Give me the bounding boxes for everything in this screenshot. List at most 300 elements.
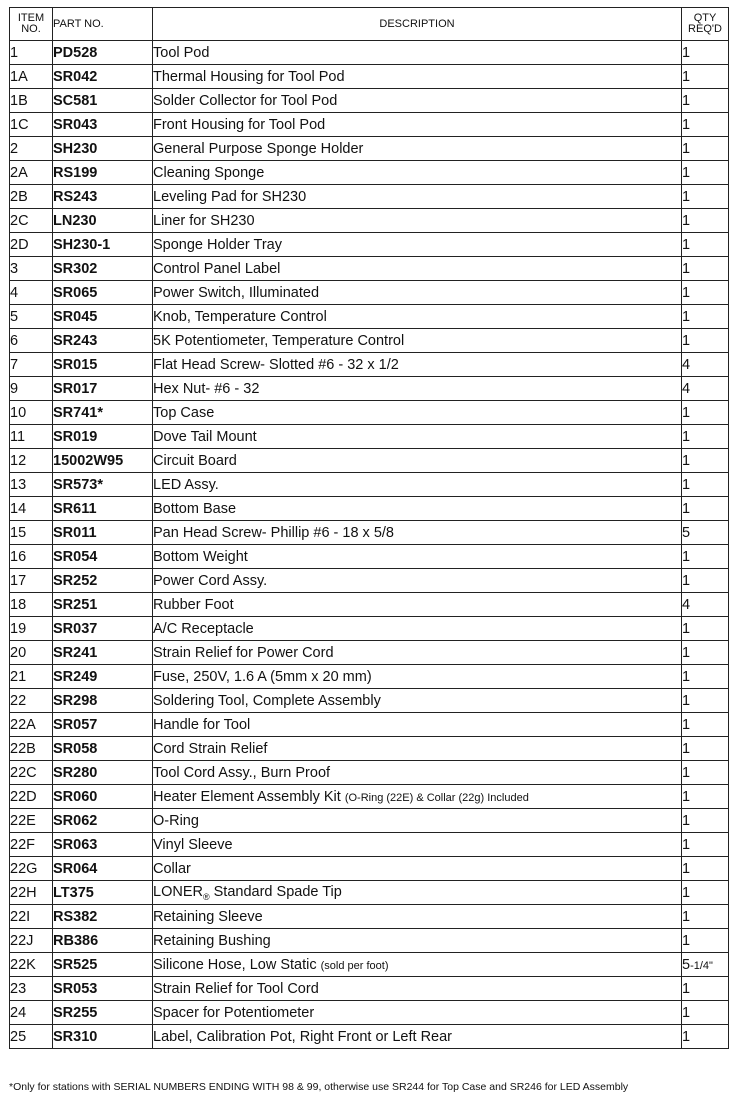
table-row: [10, 641, 729, 665]
qty-cell: [682, 305, 729, 329]
description-text: Spacer for Potentiometer: [153, 1004, 315, 1021]
table-row: [10, 449, 729, 473]
qty-value: 1: [682, 548, 691, 565]
description-cell: [153, 113, 682, 137]
item-no-cell: 18: [10, 593, 53, 617]
qty-cell: [682, 977, 729, 1001]
description-cell: [153, 737, 682, 761]
description-text: O-Ring: [153, 812, 199, 829]
qty-cell: [682, 89, 729, 113]
description-cell: [153, 305, 682, 329]
header-item-line1: ITEM: [17, 12, 45, 24]
qty-cell: [682, 113, 729, 137]
qty-value: 1: [682, 428, 691, 445]
table-row: [10, 881, 729, 905]
footnote: *Only for stations with SERIAL NUMBERS ENDING WITH 98 & 99, otherwise use SR244 for Top Case and SR246 for LED Assembly: [9, 1081, 629, 1093]
table-body: [10, 41, 729, 1049]
qty-cell: [682, 593, 729, 617]
description-text: General Purpose Sponge Holder: [153, 140, 364, 157]
table-header: [10, 8, 729, 41]
qty-cell: [682, 1025, 729, 1049]
part-no-cell: SR255: [53, 1001, 153, 1025]
qty-cell: [682, 809, 729, 833]
qty-cell: [682, 761, 729, 785]
item-no-cell: 6: [10, 329, 53, 353]
item-no-cell: 14: [10, 497, 53, 521]
description-cell: [153, 905, 682, 929]
qty-value: 1: [682, 740, 691, 757]
table-row: [10, 161, 729, 185]
table-row: [10, 569, 729, 593]
part-no-cell: SR045: [53, 305, 153, 329]
table-row: [10, 353, 729, 377]
description-text: LONER: [153, 883, 203, 900]
description-text: Bottom Base: [153, 500, 237, 517]
description-text: 5K Potentiometer, Temperature Control: [153, 332, 405, 349]
qty-value: 1: [682, 572, 691, 589]
part-no-cell: SH230-1: [53, 233, 153, 257]
part-no-cell: RS243: [53, 185, 153, 209]
qty-note: -1/4": [690, 959, 713, 972]
description-text: Cleaning Sponge: [153, 164, 265, 181]
part-no-cell: LN230: [53, 209, 153, 233]
description-text-after: Standard Spade Tip: [209, 883, 342, 900]
description-cell: [153, 353, 682, 377]
table-row: [10, 809, 729, 833]
qty-cell: [682, 569, 729, 593]
qty-value: 4: [682, 380, 691, 397]
description-cell: [153, 881, 682, 905]
part-no-cell: SR525: [53, 953, 153, 977]
table-row: [10, 233, 729, 257]
part-no-cell: SR298: [53, 689, 153, 713]
qty-value: 1: [682, 452, 691, 469]
part-no-cell: SR573*: [53, 473, 153, 497]
item-no-cell: 25: [10, 1025, 53, 1049]
description-cell: [153, 473, 682, 497]
description-text: Bottom Weight: [153, 548, 248, 565]
qty-value: 1: [682, 308, 691, 325]
qty-value: 1: [682, 620, 691, 637]
description-text: Front Housing for Tool Pod: [153, 116, 326, 133]
description-cell: [153, 857, 682, 881]
qty-value: 1: [682, 236, 691, 253]
header-qty-line1: QTY: [693, 12, 717, 24]
qty-cell: [682, 905, 729, 929]
qty-value: 1: [682, 932, 691, 949]
description-cell: [153, 41, 682, 65]
table-row: [10, 209, 729, 233]
part-no-cell: SR053: [53, 977, 153, 1001]
table-row: [10, 593, 729, 617]
description-text: Fuse, 250V, 1.6 A (5mm x 20 mm): [153, 668, 372, 685]
table-row: [10, 833, 729, 857]
item-no-cell: 17: [10, 569, 53, 593]
table-row: [10, 425, 729, 449]
qty-cell: [682, 665, 729, 689]
part-no-cell: SR741*: [53, 401, 153, 425]
description-text: Tool Cord Assy., Burn Proof: [153, 764, 331, 781]
qty-value: 1: [682, 44, 691, 61]
part-no-cell: SR252: [53, 569, 153, 593]
description-text: Power Cord Assy.: [153, 572, 268, 589]
description-cell: [153, 1001, 682, 1025]
header-qty-line2: REQ'D: [688, 23, 722, 35]
description-cell: [153, 761, 682, 785]
qty-cell: [682, 137, 729, 161]
header-item-line2: NO.: [21, 23, 41, 35]
table-row: [10, 377, 729, 401]
header-description: DESCRIPTION: [153, 8, 682, 41]
part-no-cell: SR015: [53, 353, 153, 377]
item-no-cell: 12: [10, 449, 53, 473]
qty-cell: [682, 737, 729, 761]
item-no-cell: 5: [10, 305, 53, 329]
part-no-cell: RS199: [53, 161, 153, 185]
qty-cell: [682, 713, 729, 737]
qty-cell: [682, 1001, 729, 1025]
description-text: Liner for SH230: [153, 212, 255, 229]
qty-value: 1: [682, 908, 691, 925]
item-no-cell: 22A: [10, 713, 53, 737]
item-no-cell: 1B: [10, 89, 53, 113]
part-no-cell: SR060: [53, 785, 153, 809]
table-row: [10, 41, 729, 65]
qty-value: 1: [682, 212, 691, 229]
description-cell: [153, 689, 682, 713]
qty-cell: [682, 329, 729, 353]
description-cell: [153, 89, 682, 113]
table-row: [10, 473, 729, 497]
item-no-cell: 22D: [10, 785, 53, 809]
description-cell: [153, 329, 682, 353]
item-no-cell: 20: [10, 641, 53, 665]
table-row: [10, 401, 729, 425]
qty-value: 1: [682, 716, 691, 733]
part-no-cell: SR062: [53, 809, 153, 833]
description-text: Thermal Housing for Tool Pod: [153, 68, 345, 85]
part-no-cell: SR017: [53, 377, 153, 401]
item-no-cell: 21: [10, 665, 53, 689]
table-row: [10, 977, 729, 1001]
item-no-cell: 2A: [10, 161, 53, 185]
description-cell: [153, 833, 682, 857]
table-row: [10, 713, 729, 737]
description-text: A/C Receptacle: [153, 620, 254, 637]
item-no-cell: 2B: [10, 185, 53, 209]
item-no-cell: 19: [10, 617, 53, 641]
description-cell: [153, 257, 682, 281]
registered-mark: ®: [202, 891, 210, 902]
description-text: Dove Tail Mount: [153, 428, 257, 445]
description-cell: [153, 425, 682, 449]
table-row: [10, 905, 729, 929]
table-row: [10, 497, 729, 521]
part-no-cell: SR251: [53, 593, 153, 617]
qty-value: 1: [682, 1004, 691, 1021]
part-no-cell: SR280: [53, 761, 153, 785]
item-no-cell: 11: [10, 425, 53, 449]
table-row: [10, 137, 729, 161]
description-cell: [153, 545, 682, 569]
description-text: Retaining Bushing: [153, 932, 271, 949]
description-text: Leveling Pad for SH230: [153, 188, 307, 205]
qty-cell: [682, 689, 729, 713]
qty-value: 1: [682, 188, 691, 205]
table-row: [10, 665, 729, 689]
item-no-cell: 22E: [10, 809, 53, 833]
item-no-cell: 3: [10, 257, 53, 281]
item-no-cell: 23: [10, 977, 53, 1001]
qty-cell: [682, 929, 729, 953]
description-cell: [153, 161, 682, 185]
qty-value: 1: [682, 140, 691, 157]
qty-value: 4: [682, 596, 691, 613]
qty-cell: [682, 497, 729, 521]
qty-value: 1: [682, 164, 691, 181]
qty-cell: [682, 377, 729, 401]
table-row: [10, 857, 729, 881]
description-cell: [153, 809, 682, 833]
part-no-cell: SR019: [53, 425, 153, 449]
qty-value: 1: [682, 332, 691, 349]
qty-cell: [682, 881, 729, 905]
qty-cell: [682, 617, 729, 641]
description-text: Silicone Hose, Low Static: [153, 956, 317, 973]
header-item-no: [10, 8, 53, 41]
table-row: [10, 185, 729, 209]
description-cell: [153, 65, 682, 89]
description-text: Tool Pod: [153, 44, 210, 61]
description-cell: [153, 785, 682, 809]
header-row: [10, 8, 729, 41]
part-no-cell: SR302: [53, 257, 153, 281]
part-no-cell: SR011: [53, 521, 153, 545]
qty-cell: [682, 401, 729, 425]
qty-value: 1: [682, 812, 691, 829]
description-cell: [153, 185, 682, 209]
part-no-cell: SR043: [53, 113, 153, 137]
part-no-cell: SR611: [53, 497, 153, 521]
item-no-cell: 22K: [10, 953, 53, 977]
description-note: (sold per foot): [320, 959, 389, 972]
description-cell: [153, 665, 682, 689]
item-no-cell: 15: [10, 521, 53, 545]
description-cell: [153, 497, 682, 521]
description-cell: [153, 593, 682, 617]
description-cell: [153, 233, 682, 257]
table-row: [10, 737, 729, 761]
item-no-cell: 22C: [10, 761, 53, 785]
table-row: [10, 689, 729, 713]
qty-value: 1: [682, 836, 691, 853]
qty-value: 1: [682, 644, 691, 661]
item-no-cell: 2D: [10, 233, 53, 257]
table-row: [10, 113, 729, 137]
qty-value: 1: [682, 1028, 691, 1045]
qty-cell: [682, 473, 729, 497]
description-text: Vinyl Sleeve: [153, 836, 233, 853]
table-row: [10, 953, 729, 977]
description-text: Cord Strain Relief: [153, 740, 268, 757]
qty-cell: [682, 41, 729, 65]
qty-value: 1: [682, 860, 691, 877]
table-row: [10, 761, 729, 785]
description-cell: [153, 641, 682, 665]
qty-cell: [682, 233, 729, 257]
item-no-cell: 2C: [10, 209, 53, 233]
description-text: Retaining Sleeve: [153, 908, 263, 925]
qty-value: 4: [682, 356, 691, 373]
description-text: Hex Nut- #6 - 32: [153, 380, 260, 397]
qty-value: 1: [682, 788, 691, 805]
part-no-cell: SR065: [53, 281, 153, 305]
part-no-cell: PD528: [53, 41, 153, 65]
description-text: Knob, Temperature Control: [153, 308, 327, 325]
part-no-cell: SR037: [53, 617, 153, 641]
part-no-cell: RB386: [53, 929, 153, 953]
item-no-cell: 22I: [10, 905, 53, 929]
table-row: [10, 929, 729, 953]
description-text: Strain Relief for Tool Cord: [153, 980, 319, 997]
description-cell: [153, 281, 682, 305]
qty-cell: [682, 281, 729, 305]
qty-cell: [682, 857, 729, 881]
item-no-cell: 22H: [10, 881, 53, 905]
description-cell: [153, 209, 682, 233]
part-no-cell: SR243: [53, 329, 153, 353]
qty-cell: [682, 185, 729, 209]
qty-cell: [682, 449, 729, 473]
description-text: Handle for Tool: [153, 716, 251, 733]
part-no-cell: SR249: [53, 665, 153, 689]
part-no-cell: SC581: [53, 89, 153, 113]
qty-cell: [682, 425, 729, 449]
description-cell: [153, 1025, 682, 1049]
description-text: Strain Relief for Power Cord: [153, 644, 334, 661]
description-cell: [153, 713, 682, 737]
description-text: Flat Head Screw- Slotted #6 - 32 x 1/2: [153, 356, 399, 373]
qty-cell: [682, 545, 729, 569]
table-row: [10, 257, 729, 281]
table-row: [10, 305, 729, 329]
qty-value: 1: [682, 260, 691, 277]
table-row: [10, 521, 729, 545]
qty-value: 1: [682, 284, 691, 301]
part-no-cell: 15002W95: [53, 449, 153, 473]
item-no-cell: 22: [10, 689, 53, 713]
item-no-cell: 10: [10, 401, 53, 425]
item-no-cell: 24: [10, 1001, 53, 1025]
description-cell: [153, 401, 682, 425]
item-no-cell: 22B: [10, 737, 53, 761]
table-row: [10, 89, 729, 113]
parts-list-table: [9, 7, 729, 1049]
description-cell: [153, 449, 682, 473]
part-no-cell: SR310: [53, 1025, 153, 1049]
qty-value: 1: [682, 68, 691, 85]
description-cell: [153, 521, 682, 545]
qty-cell: [682, 641, 729, 665]
qty-value: 1: [682, 668, 691, 685]
part-no-cell: SR042: [53, 65, 153, 89]
item-no-cell: 22F: [10, 833, 53, 857]
table-row: [10, 617, 729, 641]
part-no-cell: SH230: [53, 137, 153, 161]
description-text: Rubber Foot: [153, 596, 234, 613]
table-row: [10, 1025, 729, 1049]
description-text: Solder Collector for Tool Pod: [153, 92, 338, 109]
qty-value: 1: [682, 692, 691, 709]
description-text: LED Assy.: [153, 476, 219, 493]
qty-cell: [682, 161, 729, 185]
description-text: Pan Head Screw- Phillip #6 - 18 x 5/8: [153, 524, 394, 541]
part-no-cell: SR063: [53, 833, 153, 857]
description-text: Soldering Tool, Complete Assembly: [153, 692, 381, 709]
qty-cell: [682, 353, 729, 377]
item-no-cell: 9: [10, 377, 53, 401]
table-row: [10, 785, 729, 809]
qty-cell: [682, 521, 729, 545]
header-qty: [682, 8, 729, 41]
item-no-cell: 13: [10, 473, 53, 497]
qty-value: 1: [682, 476, 691, 493]
item-no-cell: 1C: [10, 113, 53, 137]
item-no-cell: 1A: [10, 65, 53, 89]
item-no-cell: 22G: [10, 857, 53, 881]
qty-value: 1: [682, 884, 691, 901]
description-cell: [153, 377, 682, 401]
description-text: Collar: [153, 860, 191, 877]
qty-cell: [682, 953, 729, 977]
qty-cell: [682, 785, 729, 809]
description-cell: [153, 137, 682, 161]
item-no-cell: 4: [10, 281, 53, 305]
description-cell: [153, 977, 682, 1001]
description-cell: [153, 569, 682, 593]
qty-cell: [682, 209, 729, 233]
part-no-cell: SR058: [53, 737, 153, 761]
qty-cell: [682, 65, 729, 89]
description-cell: [153, 617, 682, 641]
part-no-cell: SR241: [53, 641, 153, 665]
qty-value: 1: [682, 764, 691, 781]
description-text: Heater Element Assembly Kit: [153, 788, 341, 805]
qty-value: 5: [682, 524, 691, 541]
table-row: [10, 281, 729, 305]
qty-cell: [682, 833, 729, 857]
table-row: [10, 545, 729, 569]
description-text: Circuit Board: [153, 452, 237, 469]
item-no-cell: 22J: [10, 929, 53, 953]
description-cell: [153, 953, 682, 977]
description-text: Label, Calibration Pot, Right Front or Left Rear: [153, 1028, 453, 1045]
part-no-cell: SR064: [53, 857, 153, 881]
description-cell: [153, 929, 682, 953]
item-no-cell: 7: [10, 353, 53, 377]
part-no-cell: RS382: [53, 905, 153, 929]
item-no-cell: 16: [10, 545, 53, 569]
description-text: Control Panel Label: [153, 260, 281, 277]
qty-value: 1: [682, 500, 691, 517]
description-text: Top Case: [153, 404, 215, 421]
qty-value: 1: [682, 116, 691, 133]
qty-value: 1: [682, 980, 691, 997]
part-no-cell: SR057: [53, 713, 153, 737]
description-text: Sponge Holder Tray: [153, 236, 282, 253]
description-text: Power Switch, Illuminated: [153, 284, 320, 301]
part-no-cell: LT375: [53, 881, 153, 905]
